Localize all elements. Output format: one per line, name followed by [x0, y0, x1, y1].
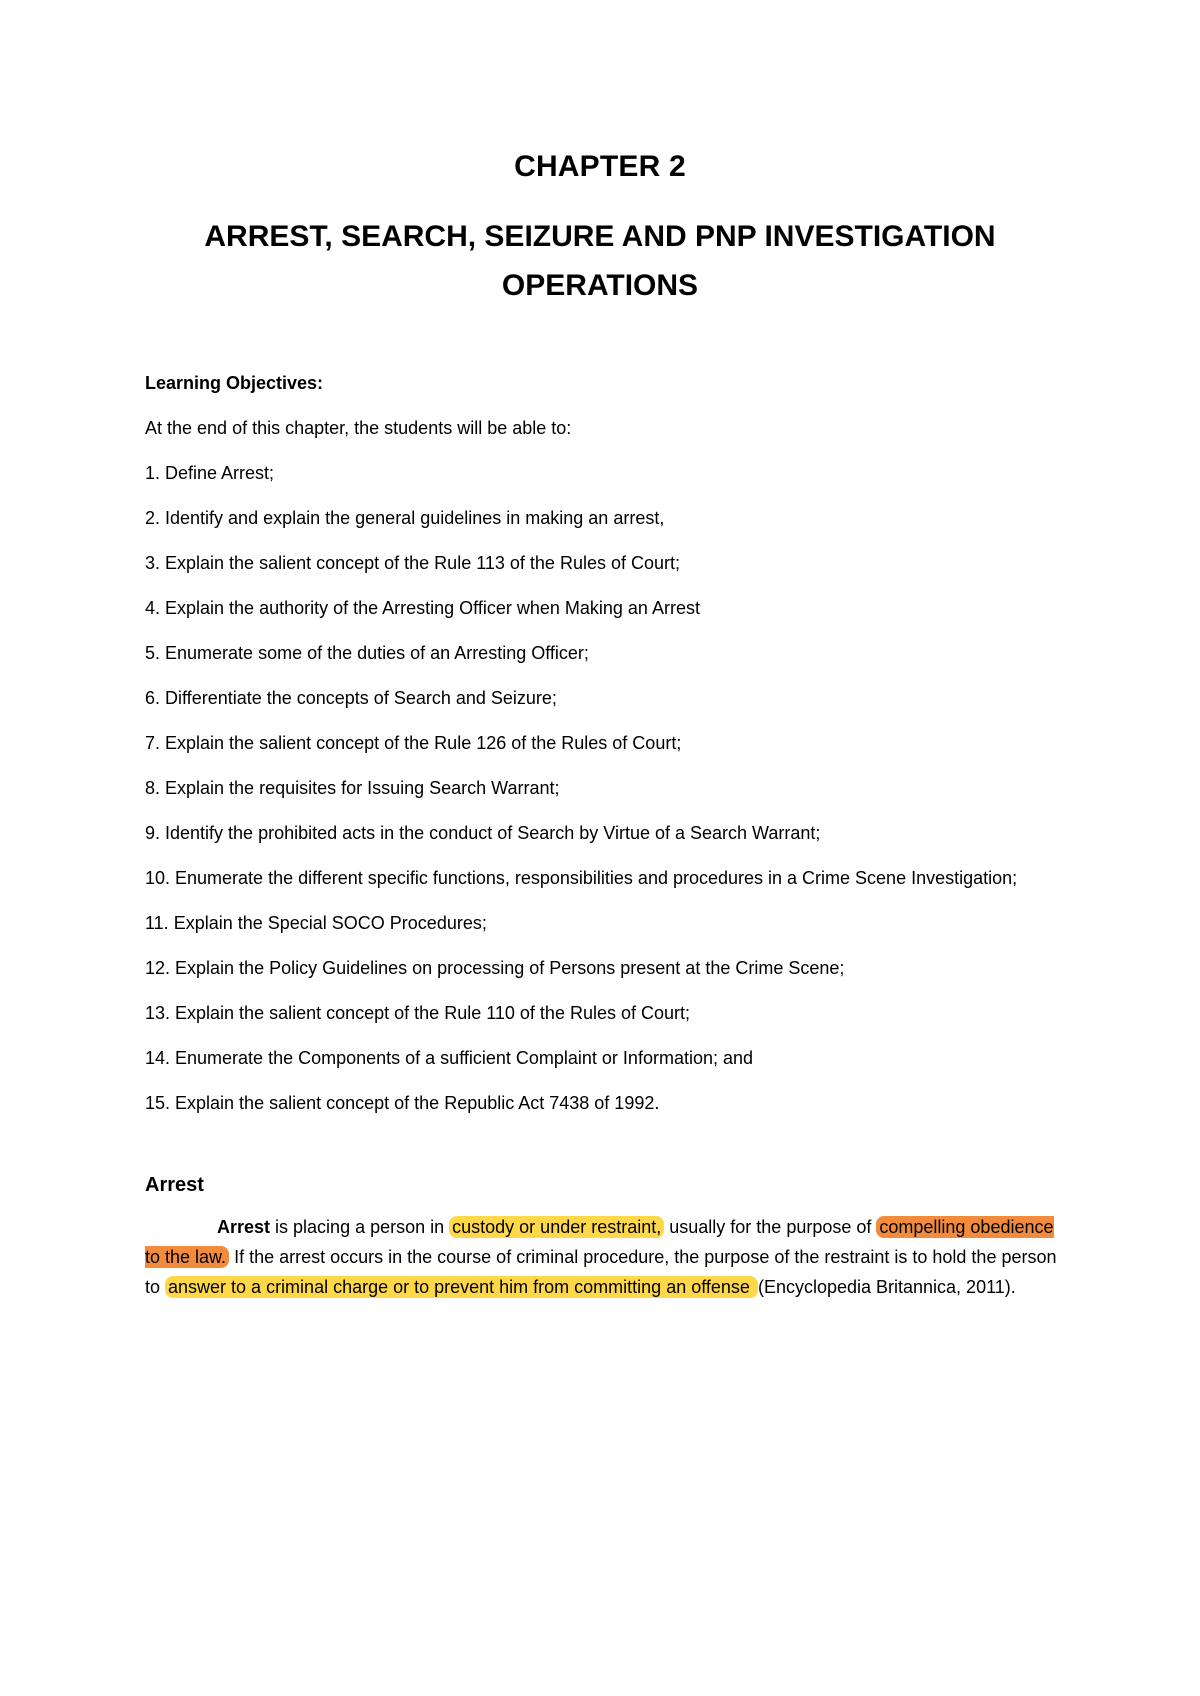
objective-item: 8. Explain the requisites for Issuing Search Warrant; [145, 778, 560, 798]
learning-objectives-intro: At the end of this chapter, the students will be able to: [145, 418, 572, 438]
objective-item: 3. Explain the salient concept of the Rule 113 of the Rules of Court; [145, 553, 680, 573]
objective-item: 7. Explain the salient concept of the Rule 126 of the Rules of Court; [145, 733, 682, 753]
objective-item: 2. Identify and explain the general guidelines in making an arrest, [145, 508, 665, 528]
objectives-list [145, 458, 1065, 1118]
highlight-yellow: answer to a criminal charge or to prevent him from committing an offense [165, 1276, 758, 1298]
highlight-yellow: custody or under restraint, [449, 1216, 664, 1238]
arrest-term: Arrest [217, 1217, 271, 1237]
page-content [145, 368, 1065, 1302]
objective-item: 4. Explain the authority of the Arresting Officer when Making an Arrest [145, 598, 700, 618]
paragraph-text: is placing a person in [270, 1217, 450, 1237]
objective-item: 11. Explain the Special SOCO Procedures; [145, 913, 487, 933]
highlight-orange: compelling obedience to the law. [145, 1217, 1054, 1267]
objective-item: 1. Define Arrest; [145, 463, 275, 483]
learning-objectives-heading: Learning Objectives: [145, 373, 324, 393]
objective-item: 5. Enumerate some of the duties of an Arresting Officer; [145, 643, 589, 663]
arrest-section-heading: Arrest [145, 1174, 204, 1196]
chapter-title: ARREST, SEARCH, SEIZURE AND PNP INVESTIGATION OPERATIONS [204, 220, 996, 302]
arrest-definition-paragraph [145, 1212, 1065, 1302]
objective-item: 6. Differentiate the concepts of Search and Seizure; [145, 688, 557, 708]
chapter-label: CHAPTER 2 [514, 150, 686, 183]
paragraph-text: If the arrest occurs in the course of criminal procedure, the purpose of the restraint is to hold the person to [145, 1247, 1057, 1297]
objective-item: 9. Identify the prohibited acts in the conduct of Search by Virtue of a Search Warrant; [145, 823, 821, 843]
objective-item: 13. Explain the salient concept of the Rule 110 of the Rules of Court; [145, 1003, 691, 1023]
citation-text: (Encyclopedia Britannica, 2011). [757, 1277, 1016, 1297]
objective-item: 15. Explain the salient concept of the Republic Act 7438 of 1992. [145, 1093, 660, 1113]
paragraph-text: usually for the purpose of [664, 1217, 877, 1237]
objective-item: 10. Enumerate the different specific functions, responsibilities and procedures in a Crime Scene Investigation; [145, 868, 1018, 888]
objective-item: 12. Explain the Policy Guidelines on processing of Persons present at the Crime Scene; [145, 958, 845, 978]
objective-item: 14. Enumerate the Components of a sufficient Complaint or Information; and [145, 1048, 754, 1068]
